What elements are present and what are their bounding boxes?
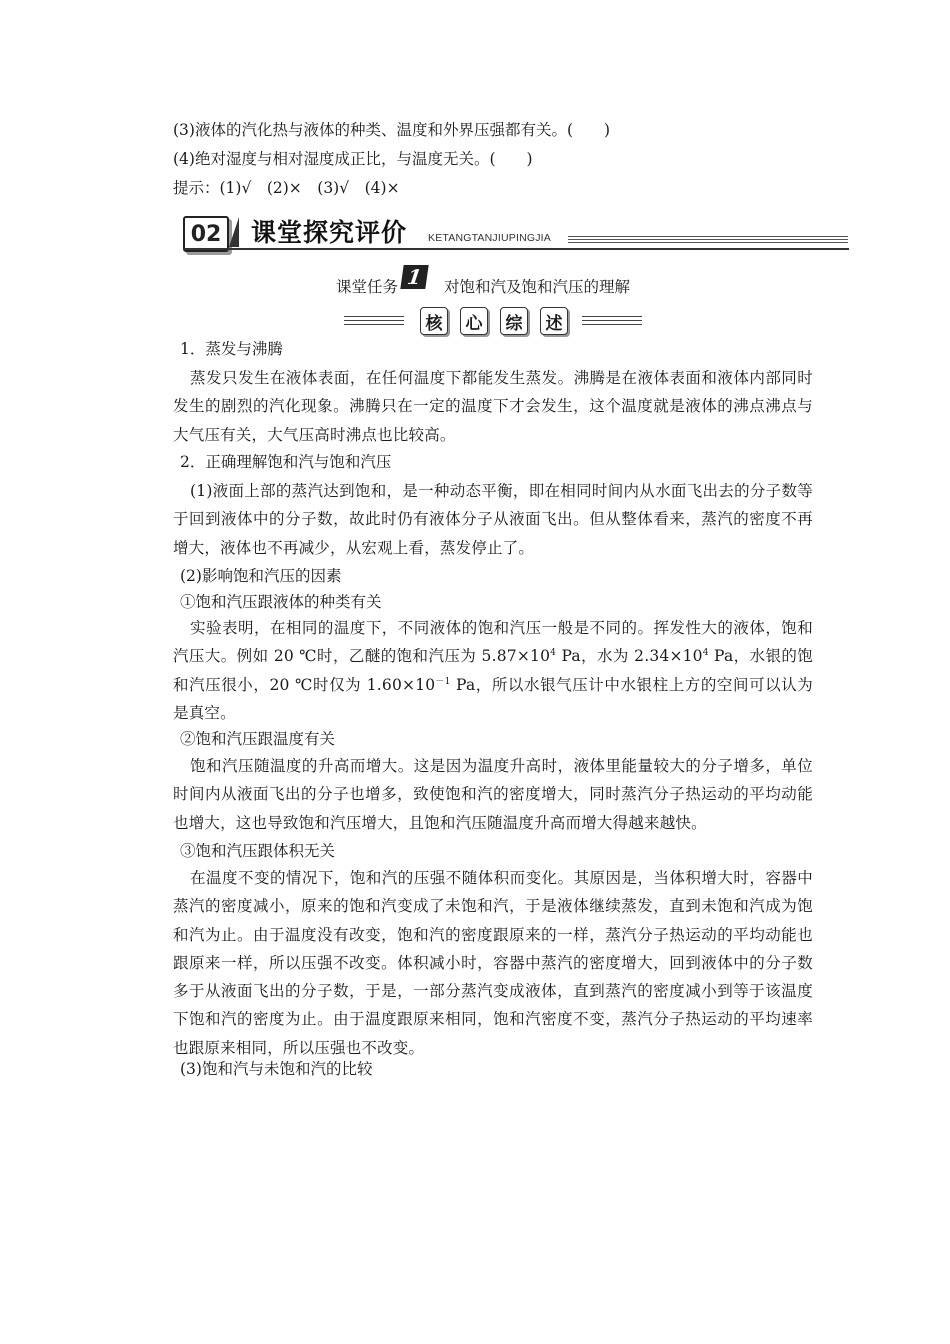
banner-slash-decoration <box>229 217 239 247</box>
paragraph-temperature: 饱和汽压随温度的升高而增大。这是因为温度升高时，液体里能量较大的分子增多，单位时间内从液面飞出的分子也增多，致使饱和汽的密度增大，同时蒸汽分子热运动的平均动能也增大，这也导致饱和汽压增大，且饱和汽压随温度升高而增大得越来越快。 <box>173 757 813 832</box>
paragraph-liquid-type: 实验表明，在相同的温度下，不同液体的饱和汽压一般是不同的。挥发性大的液体，饱和汽压大。例如 20 ℃时，乙醚的饱和汽压为 $5.87\times 10^4$ Pa，水为 $2.34\times 10^4$ Pa，水银的饱和汽压很小，20 ℃时仅为 $1.60\times 10^{-1}$ Pa，所以水银气压计中水银柱上方的空间可以认为是真空。 <box>173 619 814 722</box>
core-char-3: 综 <box>500 307 528 335</box>
task-number-badge: 1 <box>400 265 428 289</box>
section-banner <box>183 211 849 251</box>
heading-liquid-type: ①饱和汽压跟液体的种类有关 <box>180 593 382 611</box>
core-left-rule <box>344 316 404 325</box>
section-number: 02 <box>183 216 229 252</box>
answer-hint: 提示：(1)√ (2)× (3)√ (4)× <box>173 179 400 197</box>
heading-saturated-vapor: 2．正确理解饱和汽与饱和汽压 <box>180 453 392 471</box>
paragraph-volume: 在温度不变的情况下，饱和汽的压强不随体积而变化。其原因是，当体积增大时，容器中蒸汽的密度减小，原来的饱和汽变成了未饱和汽，于是液体继续蒸发，直到未饱和汽成为饱和汽为止。由于温度没有改变，饱和汽的密度跟原来的一样，蒸汽分子热运动的平均动能也跟原来一样，所以压强不改变。体积减小时，容器中蒸汽的密度增大，回到液体中的分子数多于从液面飞出的分子数，于是，一部分蒸汽变成液体，直到蒸汽的密度减小到等于该温度下饱和汽的密度为止。由于温度跟原来相同，饱和汽密度不变，蒸汽分子热运动的平均速率也跟原来相同，所以压强也不改变。 <box>173 869 813 1057</box>
question-4: (4)绝对湿度与相对湿度成正比，与温度无关。( ) <box>173 150 533 168</box>
section-title: 课堂探究评价 <box>251 218 408 247</box>
paragraph-evaporation: 蒸发只发生在液体表面，在任何温度下都能发生蒸发。沸腾是在液体表面和液体内部同时发生的剧烈的汽化现象。沸腾只在一定的温度下才会发生，这个温度就是液体的沸点沸点与大气压有关，大气压高时沸点也比较高。 <box>173 369 813 444</box>
core-char-4: 述 <box>540 307 568 335</box>
core-char-2: 心 <box>460 307 488 335</box>
question-3: (3)液体的汽化热与液体的种类、温度和外界压强都有关。( ) <box>173 121 611 139</box>
core-right-rule <box>582 316 642 325</box>
banner-rule-decoration <box>568 236 848 244</box>
paragraph-dynamic-equilibrium: (1)液面上部的蒸汽达到饱和，是一种动态平衡，即在相同时间内从水面飞出去的分子数等于回到液体中的分子数，故此时仍有液体分子从液面飞出。但从整体看来，蒸汽的密度不再增大，液体也不再减少，从宏观上看，蒸发停止了。 <box>173 482 813 557</box>
section-pinyin: KETANGTANJIUPINGJIA <box>428 232 552 244</box>
heading-comparison: (3)饱和汽与未饱和汽的比较 <box>180 1060 373 1078</box>
heading-factors: (2)影响饱和汽压的因素 <box>180 567 342 585</box>
task-label: 课堂任务 <box>336 278 399 296</box>
heading-volume: ③饱和汽压跟体积无关 <box>180 842 336 860</box>
heading-temperature: ②饱和汽压跟温度有关 <box>180 730 336 748</box>
banner-underline <box>183 248 849 250</box>
core-summary-heading <box>344 306 642 336</box>
heading-evaporation-boiling: 1．蒸发与沸腾 <box>180 340 283 358</box>
core-char-1: 核 <box>420 307 448 335</box>
task-title: 对饱和汽及饱和汽压的理解 <box>444 278 631 296</box>
